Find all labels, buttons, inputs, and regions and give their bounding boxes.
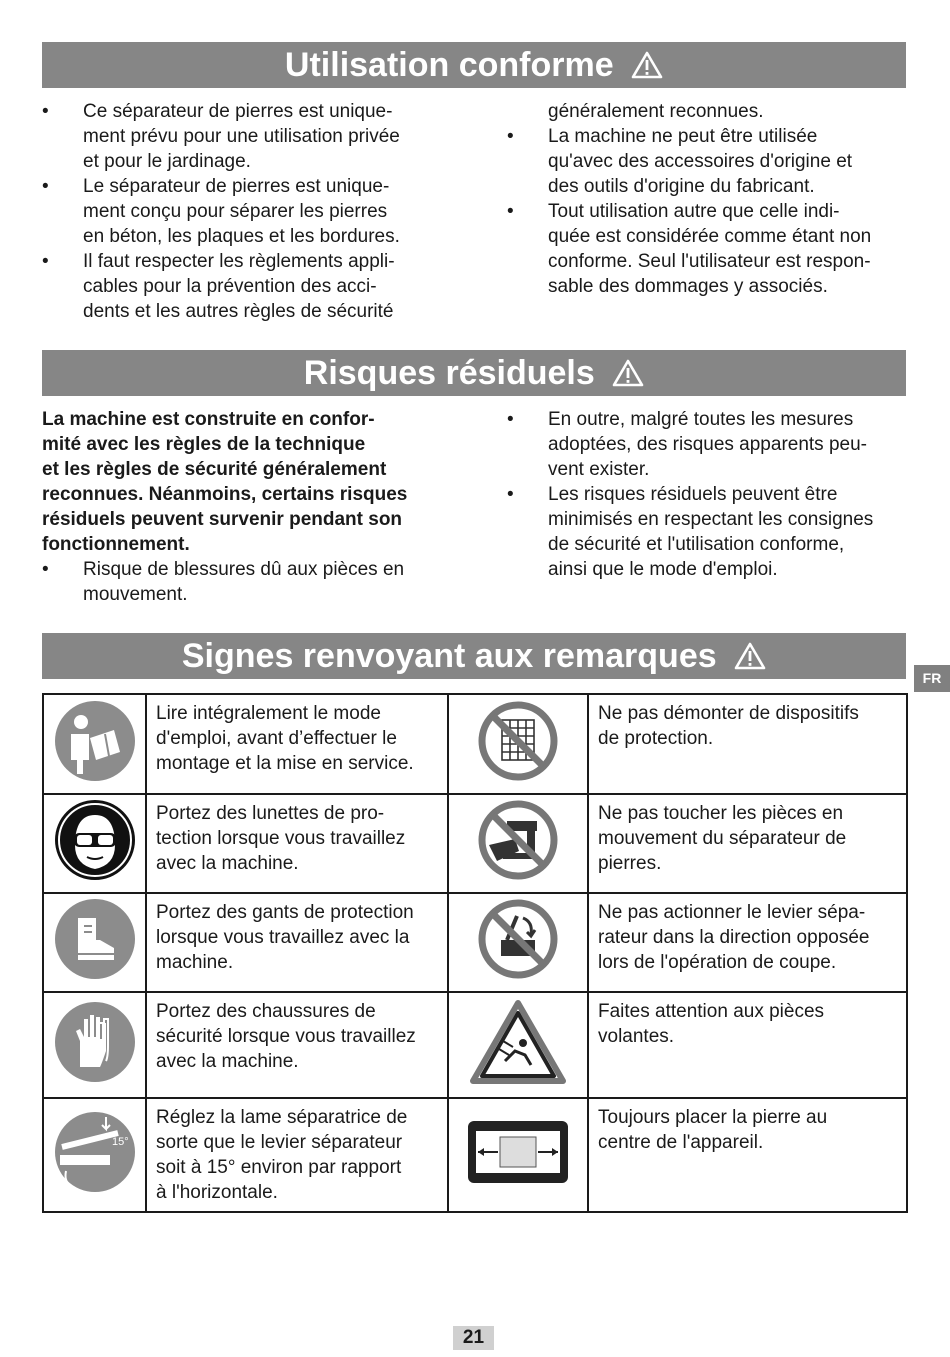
lever-angle-icon bbox=[54, 1111, 136, 1193]
protective-gloves-icon bbox=[54, 1001, 136, 1083]
list-item: • Les risques résiduels peuvent être minimisés en respectant les consignes de sécurité et l'utilisation conforme, ainsi que le mode d'emploi. bbox=[507, 482, 917, 582]
sign-description: Faites attention aux pièces volantes. bbox=[588, 992, 907, 1098]
warning-triangle-icon bbox=[734, 642, 766, 670]
warning-triangle-icon bbox=[631, 51, 663, 79]
list-item: • Tout utilisation autre que celle indi- quée est considérée comme étant non conforme. Seul l'utilisateur est respon- sable des dommages y associés. bbox=[507, 199, 917, 299]
do-not-reverse-lever-icon bbox=[477, 898, 559, 980]
table-row bbox=[43, 694, 907, 794]
sign-description: Portez des gants de protection lorsque vous travaillez avec la machine. bbox=[146, 893, 448, 992]
table-row bbox=[43, 1098, 907, 1212]
section-title: Signes renvoyant aux remarques bbox=[181, 637, 717, 675]
list-item-continuation: généralement reconnues. bbox=[548, 101, 764, 122]
section-title: Utilisation conforme bbox=[284, 46, 614, 84]
table-row bbox=[43, 794, 907, 893]
sign-description: Ne pas actionner le levier sépa- rateur dans la direction opposée lors de l'opération de coupe. bbox=[588, 893, 907, 992]
section-header-risques bbox=[42, 350, 906, 396]
section-risques-left-column bbox=[42, 407, 452, 607]
signs-table bbox=[42, 693, 908, 1213]
sign-description: Toujours placer la pierre au centre de l'appareil. bbox=[588, 1098, 907, 1212]
sign-description: Lire intégralement le mode d'emploi, avant d’effectuer le montage et la mise en service. bbox=[146, 694, 448, 794]
table-row bbox=[43, 992, 907, 1098]
page-number: 21 bbox=[453, 1326, 494, 1350]
read-manual-icon bbox=[54, 700, 136, 782]
section-utilisation-left-column bbox=[42, 99, 452, 324]
list-item: • Le séparateur de pierres est unique- ment conçu pour séparer les pierres en béton, les plaques et les bordures. bbox=[42, 174, 452, 249]
sign-description: Ne pas toucher les pièces en mouvement du séparateur de pierres. bbox=[588, 794, 907, 893]
sign-description: Portez des lunettes de pro- tection lorsque vous travaillez avec la machine. bbox=[146, 794, 448, 893]
sign-description: Portez des chaussures de sécurité lorsque vous travaillez avec la machine. bbox=[146, 992, 448, 1098]
list-item: • En outre, malgré toutes les mesures adoptées, des risques apparents peu- vent exister. bbox=[507, 407, 917, 482]
list-item: • Il faut respecter les règlements appli- cables pour la prévention des acci- dents et les autres règles de sécurité bbox=[42, 249, 452, 324]
warning-triangle-icon bbox=[612, 359, 644, 387]
section-header-utilisation bbox=[42, 42, 906, 88]
flying-parts-warning-icon bbox=[469, 999, 567, 1085]
list-item: • La machine ne peut être utilisée qu'avec des accessoires d'origine et des outils d'origine du fabricant. bbox=[507, 124, 917, 199]
safety-goggles-icon bbox=[54, 799, 136, 881]
section-title: Risques résiduels bbox=[303, 354, 595, 392]
section-utilisation-right-column bbox=[507, 99, 917, 299]
section-header-signes bbox=[42, 633, 906, 679]
do-not-dismantle-guard-icon bbox=[477, 700, 559, 782]
language-tab: FR bbox=[914, 665, 950, 692]
intro-paragraph: La machine est construite en confor- mité avec les règles de la technique et les règles de sécurité généralement reconnues. Néanmoins, certains risques résiduels peuvent survenir pendant son fonctionnement. bbox=[42, 409, 408, 555]
angle-label: 15° bbox=[111, 1135, 129, 1148]
section-risques-right-column bbox=[507, 407, 917, 582]
safety-boots-icon bbox=[54, 898, 136, 980]
list-item: • Risque de blessures dû aux pièces en mouvement. bbox=[42, 557, 452, 607]
table-row bbox=[43, 893, 907, 992]
do-not-touch-moving-parts-icon bbox=[477, 799, 559, 881]
center-stone-icon bbox=[466, 1119, 570, 1185]
list-item: • Ce séparateur de pierres est unique- ment prévu pour une utilisation privée et pour le jardinage. bbox=[42, 99, 452, 174]
sign-description: Ne pas démonter de dispositifs de protection. bbox=[588, 694, 907, 794]
sign-description: Réglez la lame séparatrice de sorte que le levier séparateur soit à 15° environ par rapport à l'horizontale. bbox=[146, 1098, 448, 1212]
